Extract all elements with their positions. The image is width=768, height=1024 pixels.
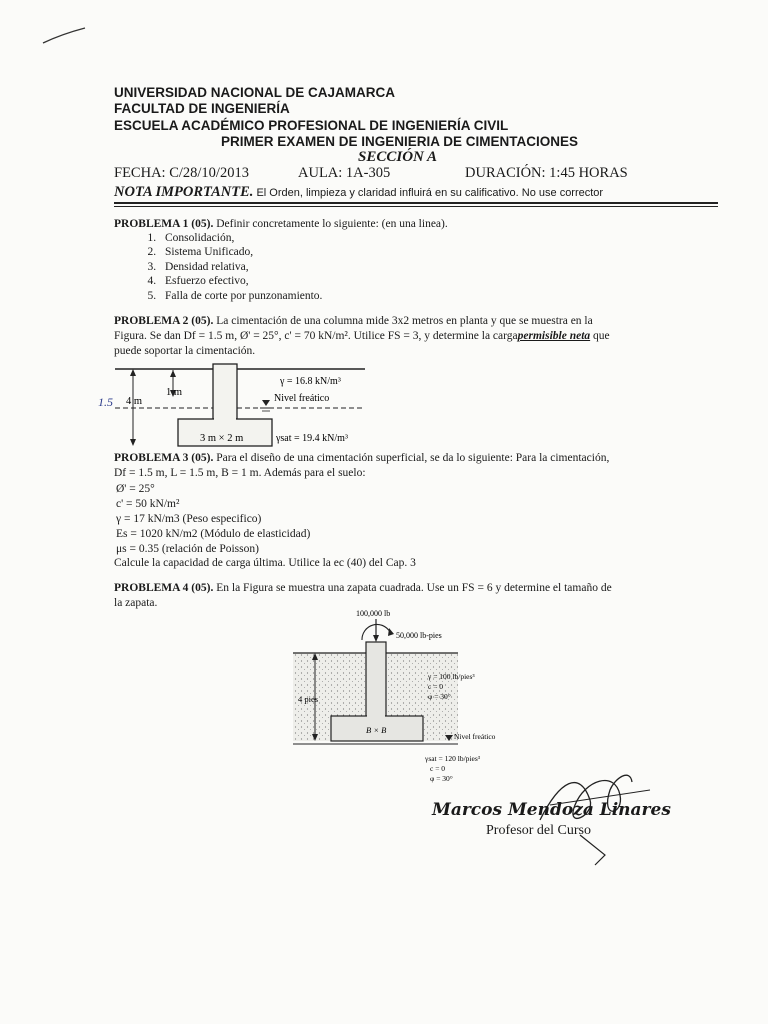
load-arrow-icon [373, 635, 379, 642]
footing-bxb-label: B × B [366, 725, 387, 735]
gamma-label: γ = 16.8 kN/m³ [280, 376, 341, 387]
note-text: El Orden, limpieza y claridad influirá en su calificativo. No use corrector [253, 187, 604, 199]
note-label: NOTA IMPORTANTE. [114, 184, 254, 200]
problem3-params [116, 482, 310, 557]
lower-c: c = 0 [430, 764, 446, 773]
problem3-text: Para el diseño de una cimentación superficial, se da lo siguiente: Para la cimentación, [213, 452, 610, 464]
problem4-line1 [114, 582, 612, 594]
problem2-title: PROBLEMA 2 (05). [114, 315, 214, 327]
problem4-line2: la zapata. [114, 597, 158, 609]
lower-phi: φ = 30° [430, 774, 453, 783]
problem1-prompt: Definir concretamente lo siguiente: (en una linea). [213, 218, 448, 230]
dim-1m-label: 1 m [166, 387, 183, 398]
faculty-name: FACULTAD DE INGENIERÍA [114, 101, 290, 116]
problem2-text: La cimentación de una columna mide 3x2 metros en planta y que se muestra en la [213, 315, 593, 327]
problem1-list [114, 231, 322, 303]
problem2-text-end: que [590, 330, 610, 342]
header-rule-top [114, 202, 718, 204]
exam-date: FECHA: C/28/10/2013 [114, 165, 249, 181]
water-table-label: Nivel freático [274, 393, 330, 404]
lower-gamma-sat: γsat = 120 lb/pies³ [425, 754, 480, 763]
param-phi: Ø' = 25° [116, 483, 155, 495]
param-cohesion: c' = 50 kN/m² [116, 498, 180, 510]
exam-room: AULA: 1A-305 [298, 165, 391, 181]
param-unit-weight: γ = 17 kN/m3 (Peso especifico) [116, 513, 262, 525]
water-table-icon [262, 400, 270, 406]
problem4-footing-figure [288, 605, 518, 785]
upper-c: c = 0 [428, 682, 444, 691]
load-label: 100,000 lb [356, 609, 391, 618]
school-name: ESCUELA ACADÉMICO PROFESIONAL DE INGENIERÍA CIVIL [114, 118, 509, 133]
water-table-label: Nivel freático [454, 732, 496, 741]
problem3-line2: Df = 1.5 m, L = 1.5 m, B = 1 m. Además para el suelo: [114, 467, 366, 479]
dim-4m-label: 4 m [126, 396, 143, 407]
list-item: 5. Falla de corte por punzonamiento. [159, 289, 322, 303]
problem4-title: PROBLEMA 4 (05). [114, 582, 214, 594]
param-elastic-modulus: Es = 1020 kN/m2 (Módulo de elasticidad) [116, 528, 311, 540]
section-label: SECCIÓN A [358, 149, 438, 165]
problem3-title: PROBLEMA 3 (05). [114, 452, 214, 464]
depth-label: 4 pies [298, 694, 319, 704]
exam-duration: DURACIÓN: 1:45 HORAS [465, 165, 628, 181]
problem1-heading [114, 218, 448, 230]
gamma-sat-label: γsat = 19.4 kN/m³ [276, 433, 348, 444]
exam-title: PRIMER EXAMEN DE INGENIERIA DE CIMENTACIONES [221, 134, 579, 149]
signature-role: Profesor del Curso [486, 823, 591, 838]
problem3-closing: Calcule la capacidad de carga última. Utilice la ec (40) del Cap. 3 [114, 557, 416, 569]
list-item: 1. Consolidación, [159, 231, 322, 245]
problem3-line1 [114, 452, 609, 464]
problem4-text: En la Figura se muestra una zapata cuadrada. Use un FS = 6 y determine el tamaño de [213, 582, 612, 594]
problem2-givens: Figura. Se dan Df = 1.5 m, Ø' = 25°, c' = 70 kN/m². Utilice FS = 3, y determine la carga [114, 330, 518, 342]
list-item: 4. Esfuerzo efectivo, [159, 274, 322, 288]
footing-size-label: 3 m × 2 m [200, 433, 244, 444]
pen-stroke-mark [40, 22, 90, 48]
list-item: 2. Sistema Unificado, [159, 245, 322, 259]
list-item: 3. Densidad relativa, [159, 260, 322, 274]
university-name: UNIVERSIDAD NACIONAL DE CAJAMARCA [114, 85, 396, 100]
param-poisson: μs = 0.35 (relación de Poisson) [116, 543, 259, 555]
handwritten-annotation: 1.5 [98, 395, 113, 409]
problem2-line2 [114, 330, 610, 342]
upper-phi: φ = 30° [428, 692, 451, 701]
problem2-line1 [114, 315, 593, 327]
permissible-net-emphasis: permisible neta [517, 330, 591, 342]
problem2-line3: puede soportar la cimentación. [114, 345, 256, 357]
problem1-title: PROBLEMA 1 (05). [114, 218, 214, 230]
header-rule-bottom [114, 206, 718, 207]
moment-label: 50,000 lb-pies [396, 631, 442, 640]
important-note [114, 183, 603, 201]
signature-name: Marcos Mendoza Linares [432, 800, 671, 820]
problem2-footing-figure [90, 360, 390, 452]
upper-gamma: γ = 100 lb/pies³ [428, 672, 475, 681]
